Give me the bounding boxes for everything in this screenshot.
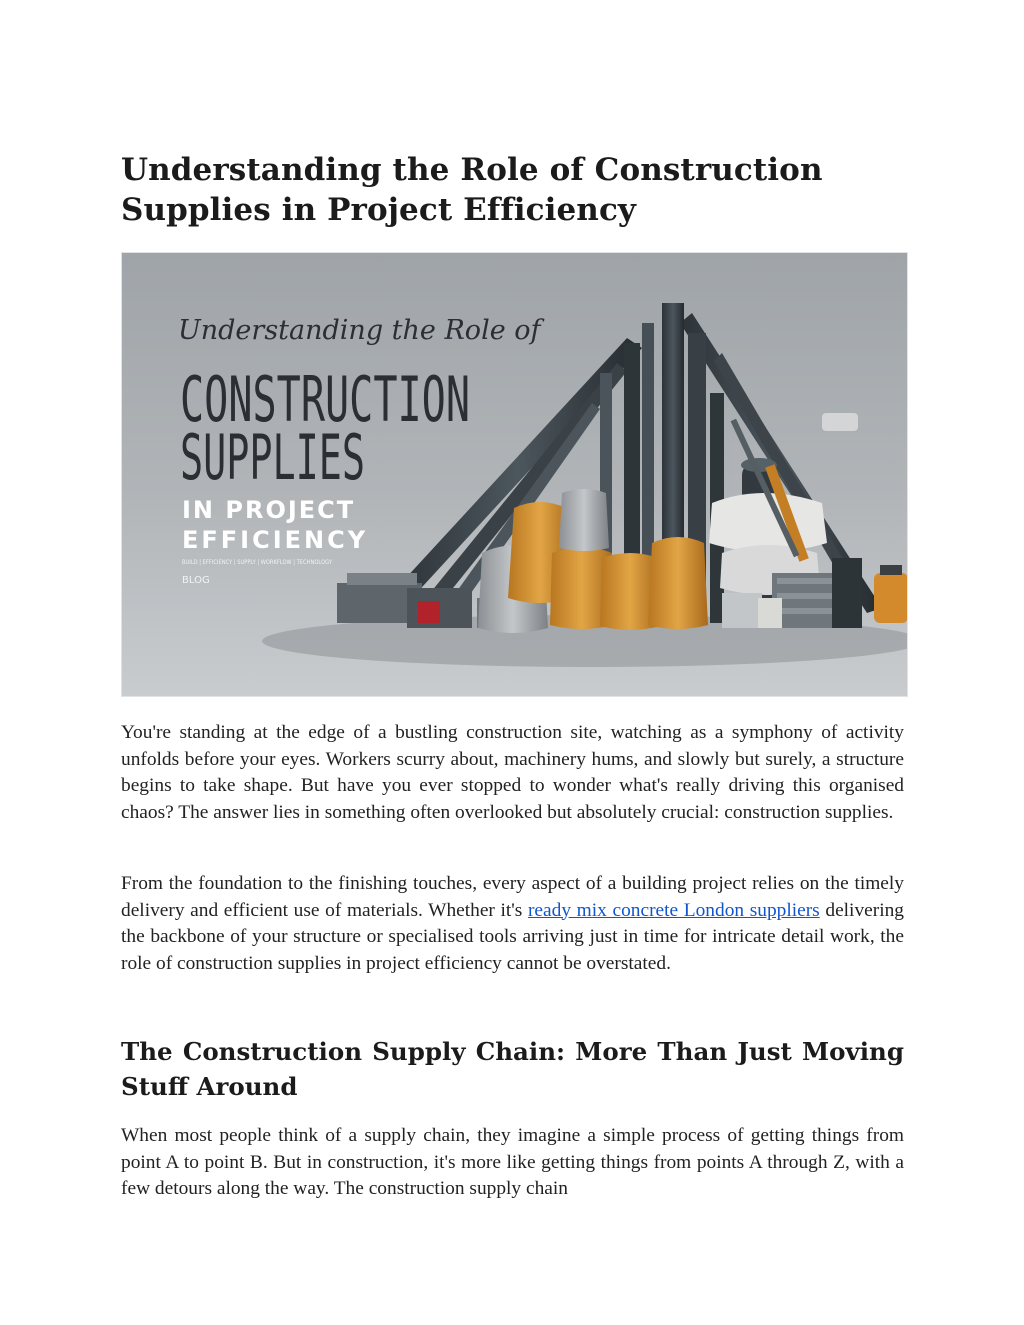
section-heading: The Construction Supply Chain: More Than Just Moving Stuff Around — [121, 1037, 904, 1101]
page-title: Understanding the Role of Construction Supplies in Project Efficiency — [121, 152, 823, 228]
hero-tagline: BUILD | EFFICIENCY | SUPPLY | WORKFLOW | TECHNOLOGY — [182, 559, 333, 566]
supplies-paragraph-text-start: From the foundation to the finishing touches, every aspect of a building project relies on the timely delivery and efficient use of materials. Whether it's — [121, 873, 904, 921]
supply-chain-paragraph: When most people think of a supply chain, they imagine a simple process of getting things from point A to point B. But in construction, it's more like getting things from points A through Z, with a few detours along the way. The construction supply chain — [121, 1125, 904, 1199]
hero-image — [121, 252, 908, 697]
supplies-paragraph — [121, 871, 904, 977]
hero-script-line: Understanding the Role of — [178, 315, 541, 346]
hero-badge: BLOG — [182, 575, 210, 586]
ready-mix-concrete-link[interactable]: ready mix concrete London suppliers — [527, 899, 820, 921]
hero-sub-line-1: IN PROJECT — [182, 496, 356, 524]
hero-big-line-2: SUPPLIES — [180, 421, 365, 494]
hero-sub-line-2: EFFICIENCY — [182, 526, 369, 554]
supplies-paragraph-text-end: delivering the backbone of your structure or specialised tools arriving just in time for intricate detail work, the role of construction supplies in project efficiency cannot be overstated. — [121, 899, 904, 974]
intro-paragraph: You're standing at the edge of a bustling construction site, watching as a symphony of activity unfolds before your eyes. Workers scurry about, machinery hums, and slowly but surely, a structure begins to take shape. But have you ever stopped to wonder what's really driving this organised chaos? The answer lies in something often overlooked but absolutely crucial: construction supplies. — [121, 722, 904, 823]
hero-big-line-1: CONSTRUCTION — [180, 363, 470, 436]
